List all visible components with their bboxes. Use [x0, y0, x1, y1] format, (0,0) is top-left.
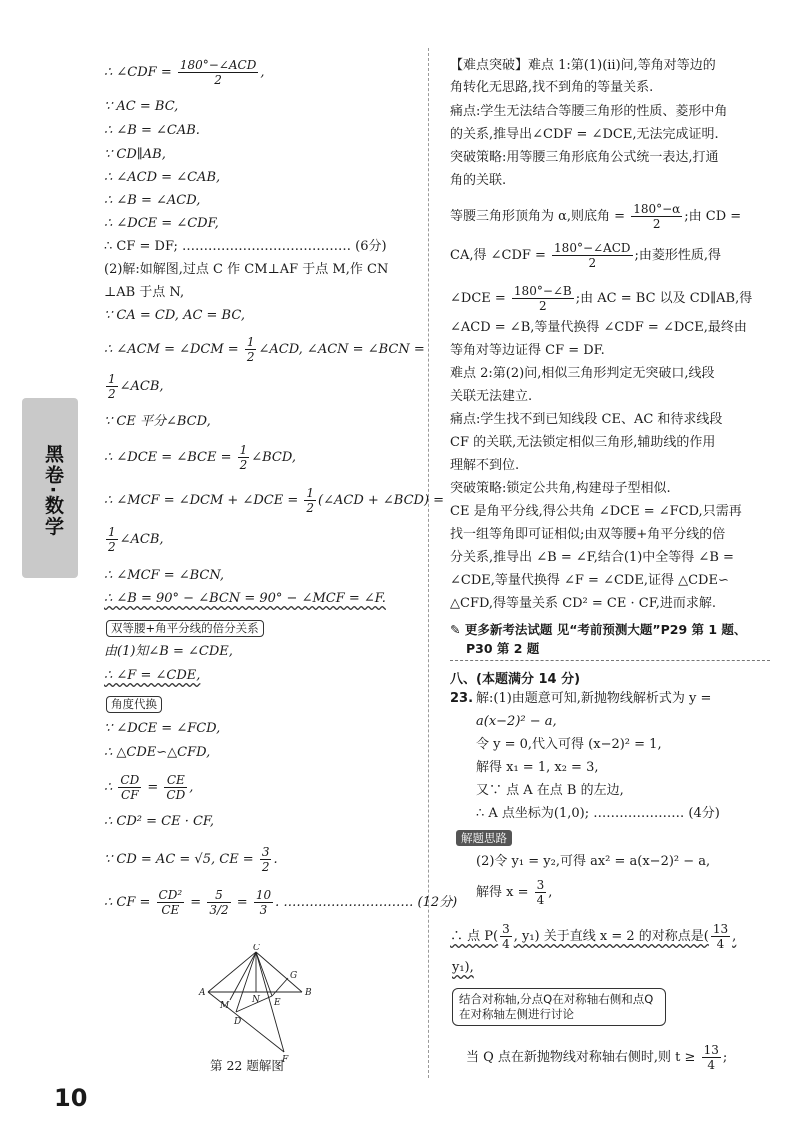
line: $\frac{1}{2}$ ∠ACB,: [108, 372, 164, 401]
line: 突破策略:用等腰三角形底角公式统一表达,打通: [450, 150, 719, 165]
line: ∴ A 点坐标为(1,0); ………………… (4分): [476, 806, 720, 821]
line: ∴ ∠DCE = ∠CDF,: [104, 216, 219, 231]
fraction: $\frac{13}{4}$: [703, 1043, 719, 1072]
annotation-box: 角度代换: [106, 696, 162, 713]
annotation-box: 双等腰+角平分线的倍分关系: [106, 620, 264, 637]
line: ∵ ∠DCE = ∠FCD,: [104, 721, 221, 736]
fig-label: M: [220, 1001, 230, 1011]
line: ∴ △CDE∽△CFD,: [104, 745, 211, 760]
line: ∴ CF = DF; ………………………………… (6分): [104, 239, 387, 254]
pen-icon: ✎: [450, 622, 461, 637]
line: ∴ CF = $\frac{\text{CD²}}{CE}$ = $\frac{5}{3/2}$ = $\frac{10}{3}$ . ………………………… (12分): [104, 888, 458, 917]
fig-label: D: [234, 1017, 242, 1027]
line: CA,得 ∠CDF = $\frac{\text{180°−∠ACD}}{2}$ ;由菱形性质,得: [450, 241, 722, 270]
fraction: $\frac{10}{3}$: [255, 888, 272, 917]
side-tab: [22, 398, 78, 578]
line: ∴ ∠ACD = ∠CAB,: [104, 170, 221, 185]
fraction: $\frac{\text{180°−∠ACD}}{2}$: [179, 58, 257, 87]
line: ∴ ∠B = ∠CAB.: [104, 123, 200, 138]
line: ∴ ∠B = 90° − ∠BCN = 90° − ∠MCF = ∠F.: [104, 591, 386, 606]
fraction: $\frac{180^\circ-\angle B}{2}$: [513, 284, 572, 313]
fraction: $\frac{\text{180°−∠ACD}}{2}$: [554, 241, 631, 270]
line: 找一组等角即可证相似;由双等腰+角平分线的倍: [450, 527, 726, 542]
line: 突破策略:锁定公共角,构建母子型相似.: [450, 481, 671, 496]
line: 角的关联.: [450, 173, 507, 188]
line: 痛点:学生无法结合等腰三角形的性质、菱形中角: [450, 104, 728, 119]
fig-label: E: [274, 998, 281, 1008]
line: ∴ $\frac{CD}{CF}$ = $\frac{CE}{CD}$ ,: [104, 773, 194, 802]
line: ∴ ∠ACM = ∠DCM = $\frac{1}{2}$ ∠ACD, ∠ACN = ∠BCN =: [104, 335, 425, 364]
line: CE 是角平分线,得公共角 ∠DCE = ∠FCD,只需再: [450, 504, 742, 519]
fraction: $\frac{1}{2}$: [306, 486, 315, 515]
line: ∵ CD = AC = √5, CE = $\frac{3}{2}$ .: [104, 845, 278, 874]
line: 角转化无思路,找不到角的等量关系.: [450, 80, 654, 95]
question-number: 23.: [450, 691, 474, 706]
more-questions-note-2: P30 第 2 题: [466, 641, 540, 656]
column-divider: [428, 48, 429, 1078]
section-heading: 八、(本题满分 14 分): [450, 672, 581, 687]
line: ∵ AC = BC,: [104, 99, 179, 114]
fraction: $\frac{CD}{CF}$: [120, 773, 140, 802]
line: ∠DCE = $\frac{180^\circ-\angle B}{2}$ ;由 AC = BC 以及 CD∥AB,得: [450, 284, 753, 313]
annotation-box: 结合对称轴,分点Q在对称轴右侧和点Q在对称轴左侧进行讨论: [452, 988, 666, 1026]
fig-label: N: [252, 995, 260, 1005]
line: ∠CDE,等量代换得 ∠F = ∠CDE,证得 △CDE∽: [450, 573, 729, 588]
section-rule: [450, 660, 770, 661]
fig-label: A: [199, 988, 206, 998]
fig-label: C: [253, 944, 260, 953]
fraction: $\frac{CE}{CD}$: [166, 773, 186, 802]
page-number: 10: [54, 1084, 88, 1112]
line: 的关系,推导出∠CDF = ∠DCE,无法完成证明.: [450, 127, 719, 142]
line: 令 y = 0,代入可得 (x−2)² = 1,: [476, 737, 662, 752]
line: 当 Q 点在新抛物线对称轴右侧时,则 t ≥ $\frac{13}{4}$ ;: [466, 1043, 728, 1072]
line: y₁),: [452, 960, 474, 975]
line: △CFD,得等量关系 CD² = CE · CF,进而求解.: [450, 596, 716, 611]
line: 分关系,推导出 ∠B = ∠F,结合(1)中全等得 ∠B =: [450, 550, 734, 565]
fraction: $\frac{1}{2}$: [246, 335, 255, 364]
side-tab-label: 黑卷·数学: [42, 444, 64, 538]
fraction: $\frac{3}{4}$: [502, 922, 510, 951]
line: 由(1)知∠B = ∠CDE,: [104, 644, 233, 659]
line: ∴ ∠DCE = ∠BCE = $\frac{1}{2}$ ∠BCD,: [104, 443, 296, 472]
segment-ca: [208, 952, 256, 992]
fig-label: G: [290, 971, 298, 981]
fig-label: F: [282, 1055, 289, 1064]
method-badge: 解题思路: [456, 830, 512, 847]
line: ∴ CD² = CE · CF,: [104, 814, 215, 829]
geometry-figure: [190, 944, 340, 1064]
line: (2)令 y₁ = y₂,可得 ax² = a(x−2)² − a,: [476, 854, 711, 869]
fraction: $\frac{3}{2}$: [261, 845, 270, 874]
segment-eg: [272, 978, 288, 996]
line: ∵ CE 平分∠BCD,: [104, 414, 211, 429]
fraction: $\frac{\text{CD²}}{CE}$: [158, 888, 183, 917]
fraction: $\frac{1}{2}$: [239, 443, 248, 472]
line: $\frac{1}{2}$ ∠ACB,: [108, 525, 164, 554]
line: 等角对等边证得 CF = DF.: [450, 343, 605, 358]
line: 难点 2:第(2)问,相似三角形判定无突破口,线段: [450, 366, 715, 381]
fraction: $\frac{180^\circ-\alpha}{2}$: [633, 202, 681, 231]
figure-caption: 第 22 题解图: [210, 1058, 284, 1073]
line: ∴ ∠B = ∠ACD,: [104, 193, 201, 208]
line: 【难点突破】难点 1:第(1)(ii)问,等角对等边的: [450, 58, 716, 73]
line: ∵ CA = CD, AC = BC,: [104, 308, 245, 323]
fraction: $\frac{5}{3/2}$: [209, 888, 229, 917]
line: 关联无法建立.: [450, 389, 533, 404]
fraction: $\frac{13}{4}$: [712, 922, 729, 951]
line: 解得 x₁ = 1, x₂ = 3,: [476, 760, 599, 775]
line: ∠ACD = ∠B,等量代换得 ∠CDF = ∠DCE,最终由: [450, 320, 747, 335]
fig-label: B: [305, 988, 312, 998]
line: 等腰三角形顶角为 α,则底角 = $\frac{180^\circ-\alpha}{2}$ ;由 CD =: [450, 202, 742, 231]
fraction: $\frac{1}{2}$: [108, 525, 116, 554]
line: ∵ CD∥AB,: [104, 147, 166, 162]
line: ∴ ∠F = ∠CDE,: [104, 668, 201, 683]
line: ∴ ∠MCF = ∠DCM + ∠DCE = $\frac{1}{2}$ (∠ACD + ∠BCD) =: [104, 486, 445, 515]
line: a(x−2)² − a,: [476, 714, 557, 729]
line: 解得 x = $\frac{3}{4}$ ,: [476, 878, 553, 907]
more-questions-note: ✎ 更多新考法试题 见“考前预测大题”P29 第 1 题、: [450, 622, 747, 637]
fraction: $\frac{3}{4}$: [536, 878, 545, 907]
segment-cm: [230, 952, 256, 1000]
line: ∴ ∠MCF = ∠BCN,: [104, 568, 225, 583]
line: CF 的关联,无法锁定相似三角形,辅助线的作用: [450, 435, 716, 450]
line: ⊥AB 于点 N,: [104, 285, 185, 300]
line: ∴ 点 P( $\frac{3}{4}$ , y₁) 关于直线 x = 2 的对称点是( $\frac{13}{4}$ ,: [450, 922, 737, 951]
line: 解:(1)由题意可知,新抛物线解析式为 y =: [476, 691, 712, 706]
fraction: $\frac{1}{2}$: [108, 372, 116, 401]
line: ∴ ∠CDF = $\frac{\text{180°−∠ACD}}{2}$ ,: [104, 58, 265, 87]
line: 痛点:学生找不到已知线段 CE、AC 和待求线段: [450, 412, 723, 427]
line: 又∵ 点 A 在点 B 的左边,: [476, 783, 624, 798]
line: 理解不到位.: [450, 458, 520, 473]
line: (2)解:如解图,过点 C 作 CM⊥AF 于点 M,作 CN: [104, 262, 389, 277]
